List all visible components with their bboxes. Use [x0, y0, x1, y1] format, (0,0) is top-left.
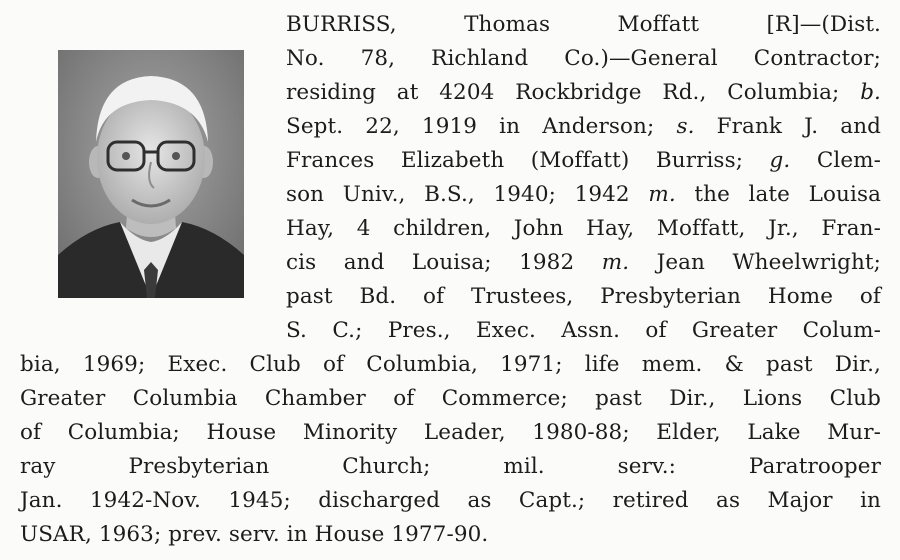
entry-line-14: ray Presbyterian Church; mil. serv.: Paratrooper	[20, 454, 881, 479]
entry-line-12: Greater Columbia Chamber of Commerce; past Dir., Lions Club	[20, 386, 881, 411]
entry-line-16: USAR, 1963; prev. serv. in House 1977-90.	[20, 522, 489, 547]
entry-line-7: Hay, 4 children, John Hay, Moffatt, Jr., Fran-	[286, 216, 881, 241]
abbrev-married-2: m.	[601, 250, 630, 275]
entry-line-10: S. C.; Pres., Exec. Assn. of Greater Colum-	[286, 318, 881, 343]
abbrev-son-of: s.	[676, 114, 695, 139]
entry-line-4: Sept. 22, 1919 in Anderson; s. Frank J. and	[286, 114, 881, 139]
portrait-photo	[58, 50, 244, 298]
entry-line-11: bia, 1969; Exec. Club of Columbia, 1971; life mem. & past Dir.,	[20, 352, 881, 377]
entry-line-9: past Bd. of Trustees, Presbyterian Home of	[286, 284, 881, 309]
abbrev-born: b.	[860, 80, 881, 105]
abbrev-graduated: g.	[769, 148, 791, 173]
entry-line-3: residing at 4204 Rockbridge Rd., Columbia; b.	[286, 80, 881, 105]
entry-line-8: cis and Louisa; 1982 m. Jean Wheelwright;	[286, 250, 881, 275]
abbrev-married-1: m.	[648, 182, 676, 207]
entry-line-6: son Univ., B.S., 1940; 1942 m. the late Louisa	[286, 182, 882, 207]
entry-line-5: Frances Elizabeth (Moffatt) Burriss; g. Clem-	[286, 148, 882, 173]
entry-line-13: of Columbia; House Minority Leader, 1980-88; Elder, Lake Mur-	[20, 420, 881, 445]
entry-line-2: No. 78, Richland Co.)—General Contractor;	[286, 46, 881, 71]
entry-line-1: BURRISS, Thomas Moffatt [R]—(Dist.	[286, 12, 881, 37]
portrait-image	[58, 50, 244, 298]
entry-line-15: Jan. 1942-Nov. 1945; discharged as Capt.; retired as Major in	[20, 488, 881, 513]
